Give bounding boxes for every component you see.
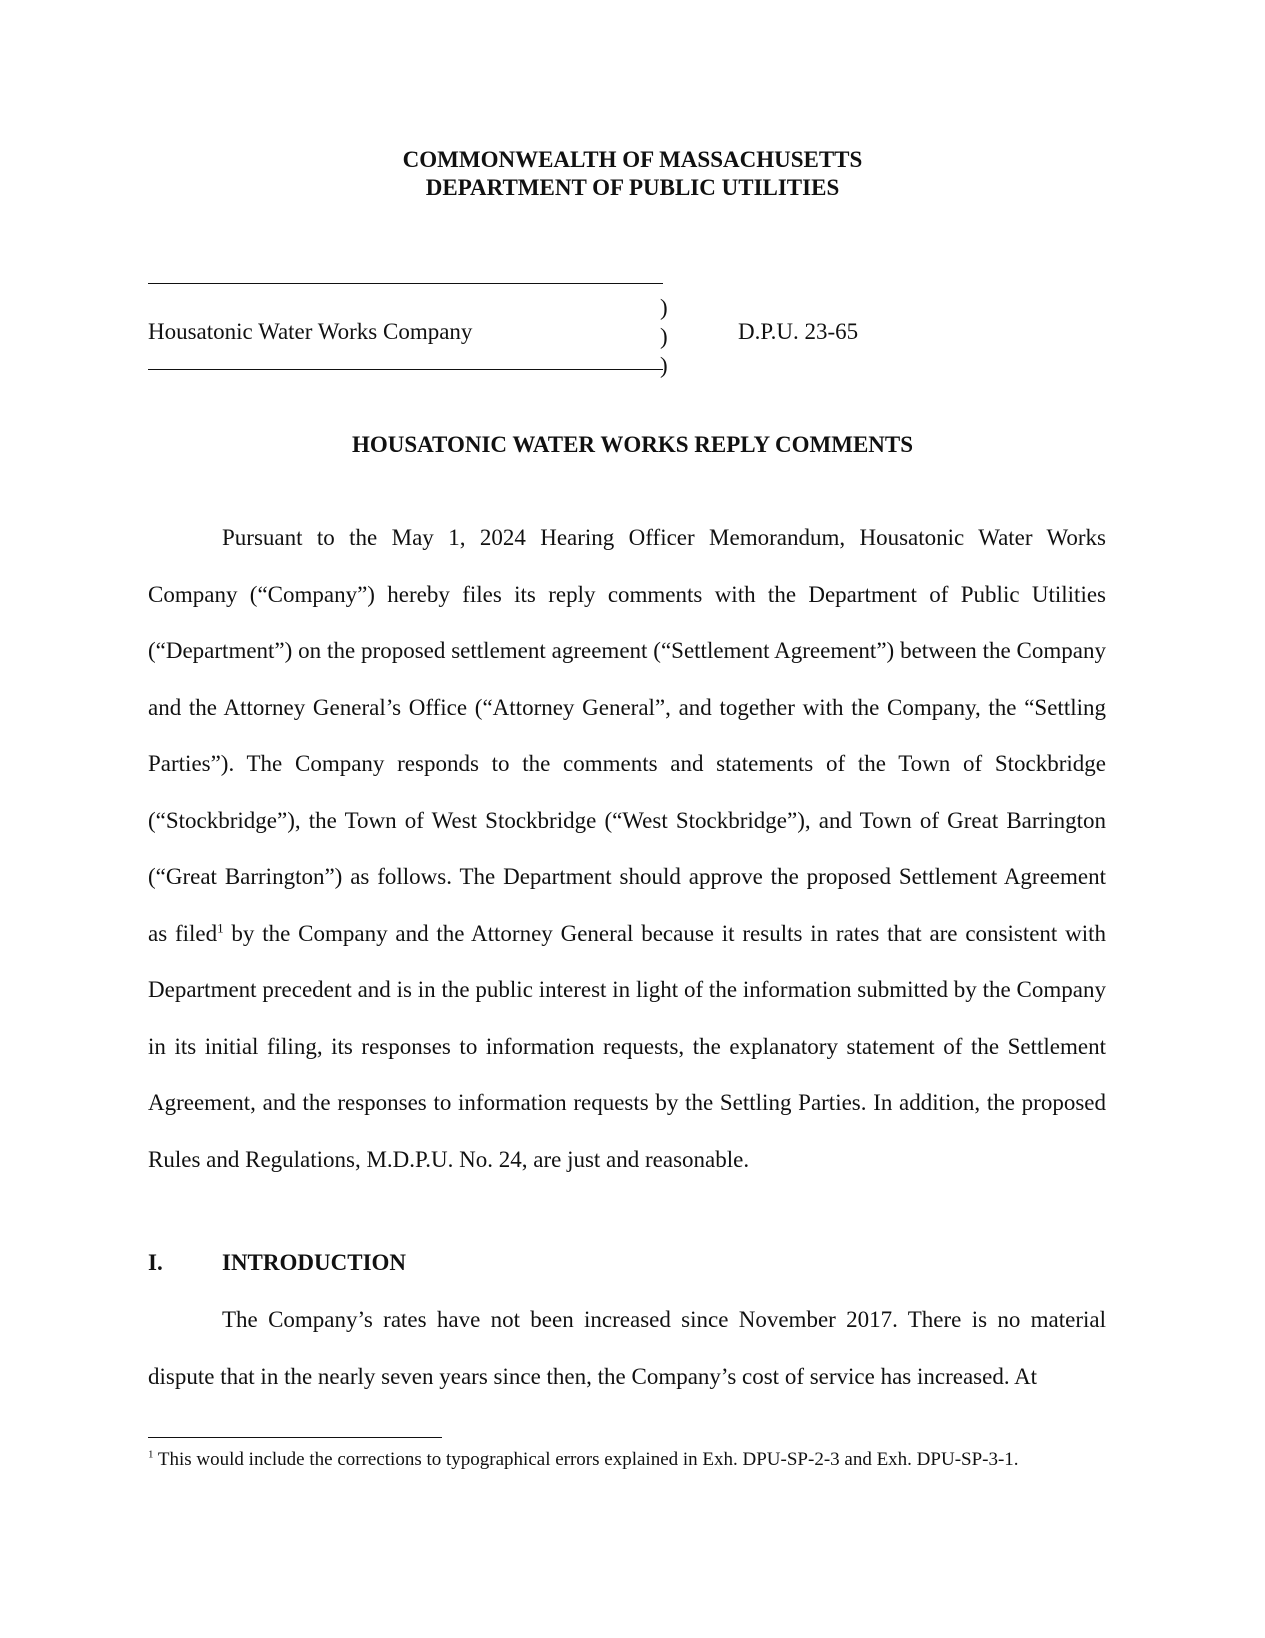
document-header [0, 146, 1265, 202]
section-number: I. [148, 1250, 163, 1275]
caption-parentheses [660, 293, 680, 380]
case-caption [148, 283, 868, 378]
footnote-separator [148, 1437, 442, 1438]
header-commonwealth: COMMONWEALTH OF MASSACHUSETTS [402, 147, 863, 172]
docket-number: D.P.U. 23-65 [738, 319, 859, 344]
document-title: HOUSATONIC WATER WORKS REPLY COMMENTS [351, 432, 914, 457]
caption-paren: ) [660, 295, 668, 320]
caption-party-name: Housatonic Water Works Company [148, 319, 473, 344]
section-body [148, 1292, 1106, 1405]
intro-text-part2: by the Company and the Attorney General because it results in rates that are consistent with Department precedent and is in the public interest in light of the information submitted by the Company in its initial filing, its responses to information requests, the explanatory statement of the Settlement Agreement, and the responses to information requests by the Settling Parties. In addition, the proposed Rules and Regulations, M.D.P.U. No. 24, are just and reasonable. [148, 920, 1107, 1172]
section-paragraph: The Company’s rates have not been increased since November 2017. There is no material dispute that in the nearly seven years since then, the Company’s cost of service has increased. At [148, 1307, 1106, 1389]
footnote-reference: 1 [217, 919, 224, 935]
caption-paren: ) [660, 324, 668, 349]
footnote-marker: 1 [148, 1448, 154, 1461]
caption-paren: ) [660, 353, 668, 378]
section-heading [148, 1250, 406, 1276]
footnote-text: This would include the corrections to typographical errors explained in Exh. DPU-SP-2-3 and Exh. DPU-SP-3-1. [153, 1449, 1019, 1470]
intro-text-part1: Pursuant to the May 1, 2024 Hearing Officer Memorandum, Housatonic Water Works Company (“Company”) hereby files its reply comments with the Department of Public Utilities (“Department”) on the proposed settlement agreement (“Settlement Agreement”) between the Company and the Attorney General’s Office (“Attorney General”, and together with the Company, the “Settling Parties”). The Company responds to the comments and statements of the Town of Stockbridge (“Stockbridge”), the Town of West Stockbridge (“West Stockbridge”), and Town of Great Barrington (“Great Barrington”) as follows. The Department should approve the proposed Settlement Agreement as filed [148, 525, 1106, 946]
caption-bottom-rule [148, 369, 663, 370]
caption-top-rule [148, 283, 663, 284]
header-department: DEPARTMENT OF PUBLIC UTILITIES [425, 175, 840, 200]
footnote [148, 1449, 1128, 1471]
section-title: INTRODUCTION [222, 1250, 407, 1275]
intro-paragraph [148, 510, 1106, 1188]
intro-body [148, 510, 1106, 1188]
